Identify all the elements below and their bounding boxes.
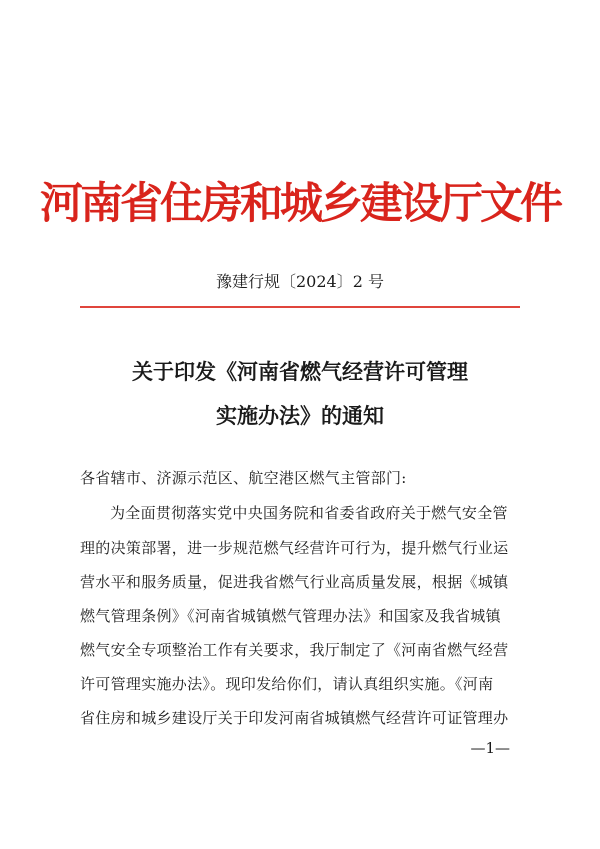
body-line: 营水平和服务质量，促进我省燃气行业高质量发展，根据《城镇	[80, 573, 509, 591]
body-line: 为全面贯彻落实党中央国务院和省委省政府关于燃气安全管	[110, 504, 508, 522]
body-line: 省住房和城乡建设厅关于印发河南省城镇燃气经营许可证管理办	[80, 709, 509, 727]
notice-title-line-2: 实施办法》的通知	[216, 404, 384, 428]
salutation: 各省辖市、济源示范区、航空港区燃气主管部门:	[80, 469, 407, 487]
notice-title-line-1: 关于印发《河南省燃气经营许可管理	[132, 360, 468, 384]
body-line: 许可管理实施办法》。现印发给你们，请认真组织实施。《河南	[80, 675, 494, 693]
body-line: 燃气安全专项整治工作有关要求，我厅制定了《河南省燃气经营	[80, 641, 509, 659]
document-number: 豫建行规〔2024〕2 号	[216, 272, 384, 291]
page-number: —1—	[470, 739, 510, 757]
body-line: 燃气管理条例》《河南省城镇燃气管理办法》和国家及我省城镇	[80, 607, 501, 625]
document-header-title: 河南省住房和城乡建设厅文件	[40, 179, 560, 229]
red-divider-rule	[80, 306, 520, 308]
body-line: 理的决策部署，进一步规范燃气经营许可行为，提升燃气行业运	[80, 539, 509, 557]
